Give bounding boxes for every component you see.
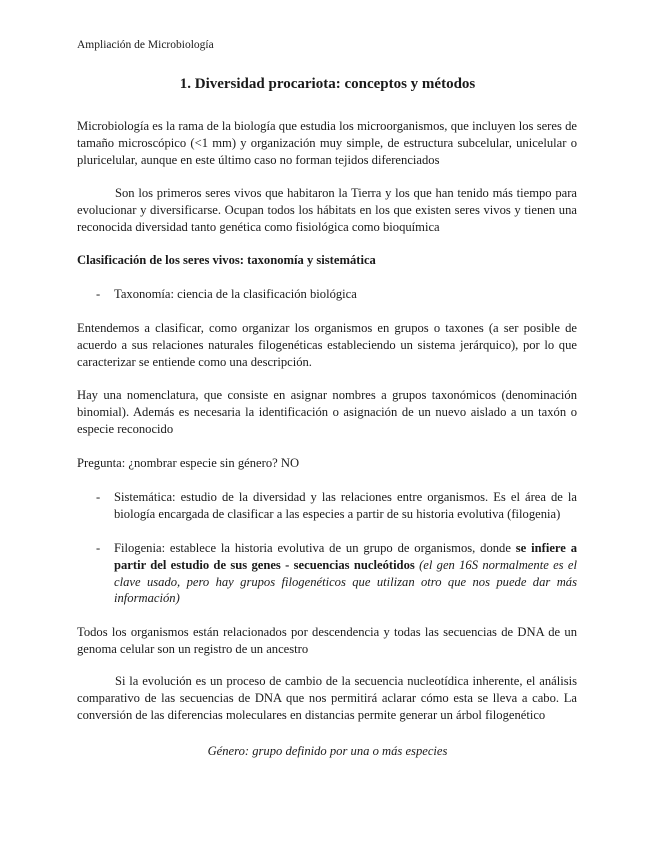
paragraph-pregunta: Pregunta: ¿nombrar especie sin género? NO (77, 456, 300, 470)
bullet-text: Taxonomía: ciencia de la clasificación biológica (114, 287, 357, 301)
bullet-taxonomia (77, 286, 577, 303)
filogenia-text: Filogenia: establece la historia evolutiva de un grupo de organismos, donde (114, 541, 516, 555)
running-header: Ampliación de Microbiología (77, 39, 214, 51)
paragraph-nomenclatura: Hay una nomenclatura, que consiste en asignar nombres a grupos taxonómicos (denominación binomial). Además es necesaria la identificación o asignación de un nuevo aislado a un taxón o especie reconocido (77, 388, 577, 436)
filogenia-bold-text: se infiere a partir del estudio de sus genes - secuencias nucleótidos (114, 541, 577, 572)
bullet-dash: - (96, 541, 101, 555)
bullet-dash: - (96, 490, 101, 504)
bullet-filogenia (77, 540, 577, 607)
bullet-dash: - (96, 287, 101, 301)
paragraph-descendencia: Todos los organismos están relacionados por descendencia y todas las secuencias de DNA de un genoma celular son un registro de un ancestro (77, 625, 577, 656)
bullet-text (114, 540, 577, 607)
bullet-sistematica (77, 489, 577, 523)
subsection-heading: Clasificación de los seres vivos: taxonomía y sistemática (77, 253, 376, 267)
filogenia-italic-note: (el gen 16S normalmente es el clave usado, pero hay grupos filogenéticos que utilizan otro que nos puede dar más información) (114, 557, 577, 606)
paragraph-evolucion: Si la evolución es un proceso de cambio de la secuencia nucleotídica inherente, el análisis comparativo de las secuencias de DNA que nos permitirá aclarar cómo esta se lleva a cabo. La conversión de las diferencias moleculares en distancias permite generar un árbol filogenético (77, 674, 577, 722)
paragraph-clasificar: Entendemos a clasificar, como organizar los organismos en grupos o taxones (a ser posible de acuerdo a sus relaciones naturales filogenéticas estableciendo un sistema jerárquico), por lo que caracterizar se entiende como una descripción. (77, 321, 577, 369)
section-title: 1. Diversidad procariota: conceptos y métodos (179, 76, 476, 92)
paragraph-intro: Microbiología es la rama de la biología que estudia los microorganismos, que incluyen los seres de tamaño microscópico (<1 mm) y organización muy simple, de estructura subcelular, unicelular o pluricelular, aunque en este último caso no forman tejidos diferenciados (77, 119, 577, 167)
definition-genero: Género: grupo definido por una o más especies (207, 744, 448, 758)
paragraph-first-beings: Son los primeros seres vivos que habitaron la Tierra y los que han tenido más tiempo para evolucionar y diversificarse. Ocupan todos los hábitats en los que existen seres vivos y tienen una reconocida diversidad tanto genética como fisiológica como bioquímica (77, 186, 577, 234)
bullet-text: Sistemática: estudio de la diversidad y las relaciones entre organismos. Es el área de la biología encargada de clasificar a las especies a partir de su historia evolutiva (filogenia) (114, 490, 577, 521)
